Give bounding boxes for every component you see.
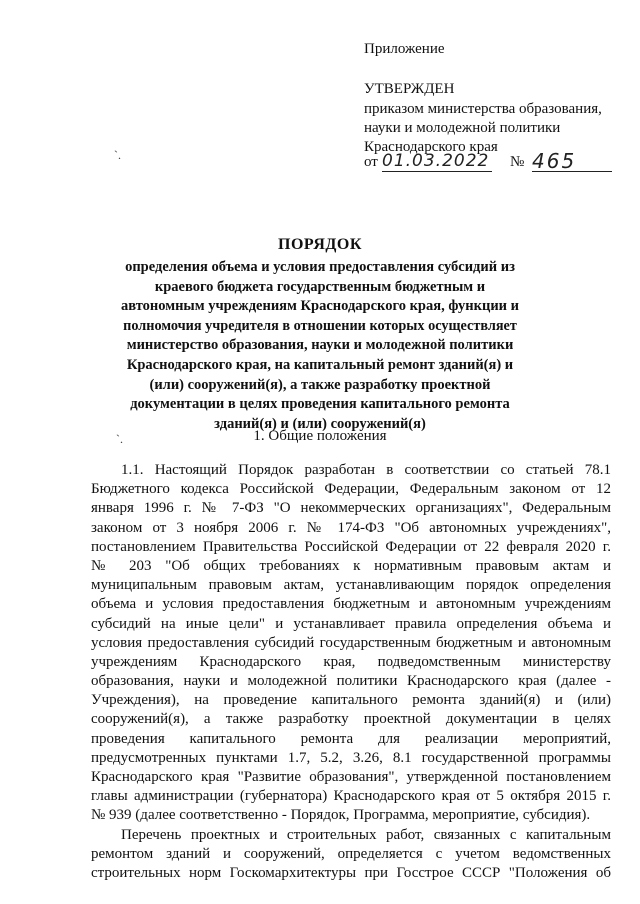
subtitle-line: Краснодарского края, на капитальный ремонт зданий(я) и — [126, 356, 514, 373]
paragraph-line: объема и условия предоставления бюджетным и автономным учреждениям — [91, 596, 611, 613]
handwritten-date: 01.03.2022 — [382, 151, 492, 172]
subtitle-line: документации в целях проведения капитального ремонта — [130, 396, 510, 413]
approved-label: УТВЕРЖДЕН — [364, 81, 455, 97]
subtitle-line: определения объема и условия предоставления субсидий из — [125, 259, 515, 275]
paragraph-line: сооружений(я), а также разработку проектной документации в целях — [91, 711, 611, 728]
number-sign: № — [510, 154, 525, 170]
paragraph-line: Учреждения), на проведение капитального ремонта зданий(я) и (или) — [91, 692, 611, 709]
order-reference — [364, 149, 614, 173]
subtitle-line: зданий(я) и (или) сооружений(я) — [214, 415, 426, 432]
document-title: ПОРЯДОК — [278, 236, 362, 253]
approval-line: приказом министерства образования, — [364, 101, 602, 117]
handwritten-order-number: 465 — [532, 149, 612, 172]
paragraph-line: № 203 "Об общих требованиях к нормативным правовым актам и — [91, 557, 611, 574]
section-heading: 1. Общие положения — [253, 428, 387, 444]
approval-line: науки и молодежной политики — [364, 120, 561, 136]
scan-mark: `. — [116, 432, 123, 446]
paragraph-line: ремонтом зданий и сооружений, определяется с учетом ведомственных — [91, 845, 611, 862]
scan-mark: `. — [114, 148, 121, 162]
subtitle-line: (или) сооружений(я), а также разработку проектной — [149, 376, 491, 393]
paragraph-line: учреждениям Краснодарского края, подведомственным министерству — [91, 653, 611, 670]
document-subtitle — [120, 258, 520, 434]
approval-line: Краснодарского края — [364, 139, 498, 155]
paragraph-line: января 1996 г. № 7-ФЗ "О некоммерческих организациях", Федеральным — [91, 500, 611, 517]
paragraph-line: № 939 (далее соответственно - Порядок, Программа, мероприятие, субсидия). — [91, 807, 591, 824]
paragraph-line: муниципальным правовым актам, устанавливающим порядок определения — [91, 577, 611, 594]
paragraph-line: Краснодарского края "Развитие образования", утвержденной постановлением — [91, 769, 611, 785]
paragraph-line: строительных норм Госкомархитектуры при Госстрое СССР "Положения об — [91, 864, 611, 881]
subtitle-line: краевого бюджета государственным бюджетным и — [154, 278, 486, 295]
from-label: от — [364, 154, 378, 170]
paragraph-line: образования, науки и молодежной политики Краснодарского края (далее - — [91, 673, 611, 690]
paragraph-line: предусмотренных пунктами 1.7, 5.2, 3.26, 8.1 государственной программы — [91, 749, 611, 766]
paragraph-line: 1.1. Настоящий Порядок разработан в соответствии со статьей 78.1 — [121, 462, 611, 478]
paragraph-line: проведения капитального ремонта для реализации мероприятий, — [91, 730, 611, 747]
paragraph-line: главы администрации (губернатора) Краснодарского края от 5 октября 2015 г. — [91, 788, 611, 805]
body-text — [91, 461, 611, 883]
approval-block — [364, 80, 624, 157]
paragraph-line: законом от 3 ноября 2006 г. № 174-ФЗ "Об автономных учреждениях", — [91, 519, 611, 536]
subtitle-line: министерство образования, науки и молодежной политики — [126, 337, 514, 354]
paragraph-line: постановлением Правительства Российской Федерации от 22 февраля 2020 г. — [91, 538, 611, 555]
appendix-label: Приложение — [364, 41, 445, 57]
paragraph-line: Бюджетного кодекса Российской Федерации, Федеральным законом от 12 — [91, 481, 611, 498]
subtitle-line: автономным учреждениям Краснодарского края, функции и — [120, 298, 520, 315]
paragraph-line: условия предоставления субсидий государственным бюджетным и автономным — [91, 634, 611, 651]
subtitle-line: полномочия учредителя в отношении которых осуществляет — [123, 317, 517, 334]
paragraph-line: субсидий на иные цели" и устанавливает правила определения объема и — [91, 615, 611, 632]
paragraph-line: Перечень проектных и строительных работ, связанных с капитальным — [121, 826, 611, 843]
